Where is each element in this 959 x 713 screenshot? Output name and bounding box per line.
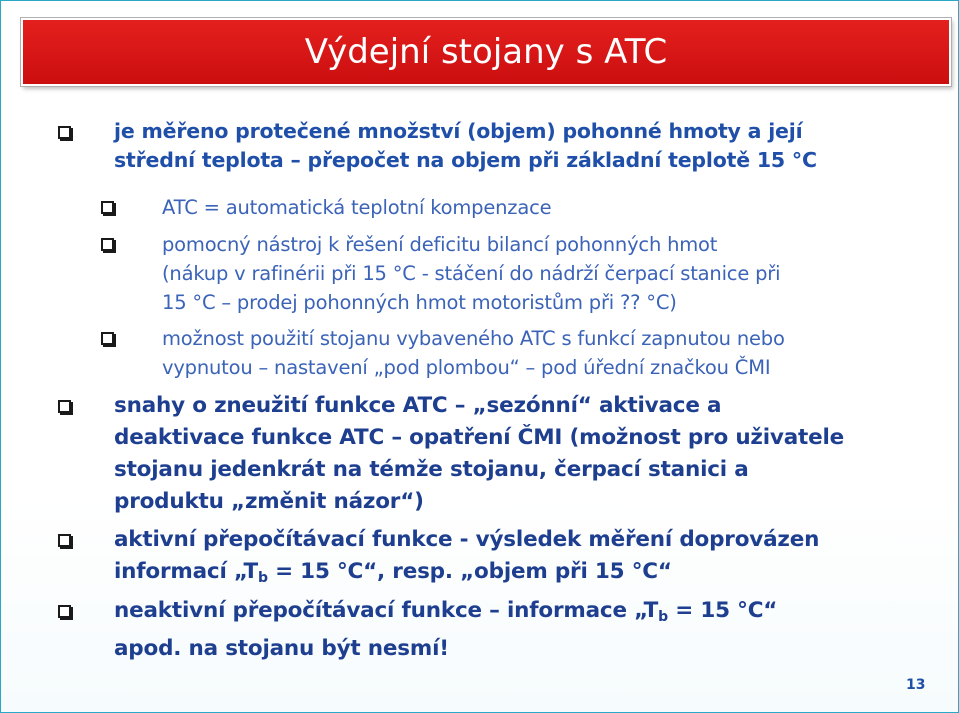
bullet-3-line-3: 15 °C – prodej pohonných hmot motoristům při ?? °C) (162, 291, 677, 314)
bullet-5-line-1: snahy o zneužití funkce ATC – „sezónní“ aktivace a (114, 393, 722, 418)
bullet-3-line-2: (nákup v rafinérii při 15 °C - stáčení do nádrží čerpací stanice při (162, 262, 781, 285)
bullet-3 (101, 230, 951, 317)
bullet-7 (58, 595, 948, 665)
bullet-7-line-2: apod. na stojanu být nesmí! (114, 636, 449, 661)
bullet-6 (58, 524, 948, 594)
checkbox-bullet-icon (101, 201, 114, 214)
bullet-5-line-4: produktu „změnit názor“) (114, 489, 424, 514)
checkbox-bullet-icon (58, 534, 71, 547)
bullet-3-line-1: pomocný nástroj k řešení deficitu bilancí pohonných hmot (162, 233, 718, 256)
bullet-4-line-1: možnost použití stojanu vybaveného ATC s funkcí zapnutou nebo (162, 327, 785, 350)
title-bar (21, 18, 951, 86)
bullet-1-line-1: je měřeno protečené množství (objem) pohonné hmoty a její (114, 119, 803, 143)
checkbox-bullet-icon (58, 400, 71, 413)
bullet-6-line-2-part-a: informací „T (114, 559, 258, 584)
bullet-6-line-1: aktivní přepočítávací funkce - výsledek měření doprovázen (114, 527, 820, 552)
bullet-2-line-1: ATC = automatická teplotní kompenzace (162, 196, 552, 219)
subscript-b: b (257, 570, 268, 586)
bullet-7-line-1-part-b: = 15 °C“ (667, 598, 778, 623)
checkbox-bullet-icon (101, 332, 114, 345)
checkbox-bullet-icon (58, 605, 71, 618)
bullet-7-line-1-part-a: neaktivní přepočítávací funkce – informace „T (114, 598, 659, 623)
bullet-1 (58, 117, 948, 175)
bullet-4 (101, 324, 951, 382)
bullet-7-line-1 (114, 595, 948, 633)
bullet-6-line-2-part-b: = 15 °C“, resp. „objem při 15 °C“ (267, 559, 672, 584)
bullet-5-line-3: stojanu jedenkrát na témže stojanu, čerpací stanici a (114, 457, 749, 482)
bullet-2 (101, 193, 951, 222)
checkbox-bullet-icon (101, 238, 114, 251)
bullet-6-line-2 (114, 556, 948, 594)
subscript-b: b (658, 609, 668, 625)
slide-title: Výdejní stojany s ATC (304, 32, 668, 72)
bullet-5-line-2: deaktivace funkce ATC – opatření ČMI (možnost pro uživatele (114, 425, 845, 450)
bullet-5 (58, 390, 948, 518)
page-number: 13 (906, 677, 926, 693)
bullet-4-line-2: vypnutou – nastavení „pod plombou“ – pod úřední značkou ČMI (162, 356, 771, 379)
checkbox-bullet-icon (58, 126, 71, 139)
bullet-1-line-2: střední teplota – přepočet na objem při základní teplotě 15 °C (114, 148, 817, 172)
